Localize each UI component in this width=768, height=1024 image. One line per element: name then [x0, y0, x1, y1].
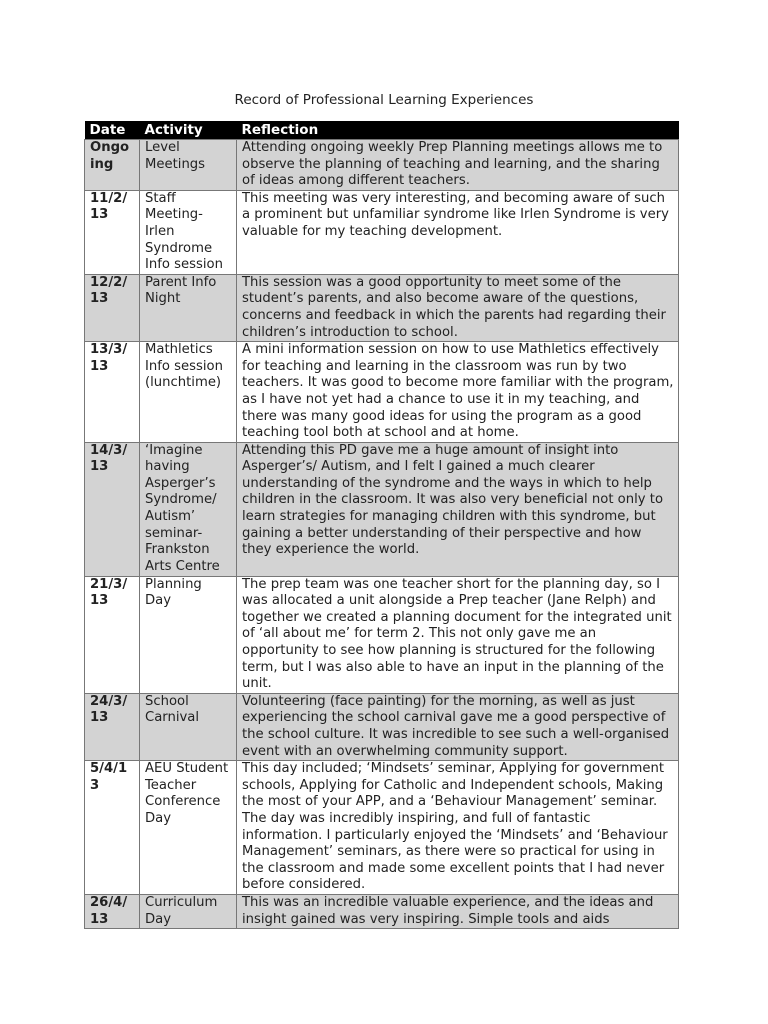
- row-date: 13/3/ 13: [85, 342, 140, 443]
- row-date: 5/4/1 3: [85, 761, 140, 895]
- row-reflection: A mini information session on how to use Mathletics effectively for teaching and learning in the classroom was run by two teachers. It was good to become more familiar with the program, as I have not yet had a chance to use it in my teaching, and there was many good ideas for using the program as a good teaching tool both at school and at home.: [237, 342, 679, 443]
- row-reflection: This day included; ‘Mindsets’ seminar, Applying for government schools, Applying for Catholic and Independent schools, Making the most of your APP, and a ‘Behaviour Management’ seminar. The day was incredibly inspiring, and full of fantastic information. I particularly enjoyed the ‘Mindsets’ and ‘Behaviour Management’ seminars, as there were so practical for using in the classroom and made some excellent points that I had never before considered.: [237, 761, 679, 895]
- row-reflection: This session was a good opportunity to meet some of the student’s parents, and also become aware of the questions, concerns and feedback in which the parents had regarding their children’s introduction to school.: [237, 274, 679, 341]
- row-reflection: Attending ongoing weekly Prep Planning meetings allows me to observe the planning of teaching and learning, and the sharing of ideas among different teachers.: [237, 140, 679, 191]
- row-reflection: Attending this PD gave me a huge amount of insight into Asperger’s/ Autism, and I felt I gained a much clearer understanding of the syndrome and the ways in which to help children in the classroom. It was also very beneficial not only to learn strategies for managing children with this syndrome, but gaining a better understanding of their perspective and how they experience the world.: [237, 442, 679, 576]
- row-date: 26/4/ 13: [85, 894, 140, 928]
- table-header-row: [85, 121, 679, 140]
- table-row: [85, 140, 679, 191]
- table-row: [85, 190, 679, 274]
- row-date: 24/3/ 13: [85, 693, 140, 760]
- row-date: 21/3/ 13: [85, 576, 140, 693]
- row-date: 11/2/ 13: [85, 190, 140, 274]
- row-activity: AEU Student Teacher Conference Day: [140, 761, 237, 895]
- row-reflection: The prep team was one teacher short for the planning day, so I was allocated a unit alongside a Prep teacher (Jane Relph) and together we created a planning document for the integrated unit of ‘all about me’ for term 2. This not only gave me an opportunity to see how planning is structured for the following term, but I was also able to have an input in the planning of the unit.: [237, 576, 679, 693]
- header-activity: Activity: [140, 121, 237, 140]
- table-row: [85, 274, 679, 341]
- page-title: Record of Professional Learning Experiences: [234, 92, 534, 108]
- table-row: [85, 761, 679, 895]
- row-reflection: This was an incredible valuable experience, and the ideas and insight gained was very inspiring. Simple tools and aids: [237, 894, 679, 928]
- table-row: [85, 342, 679, 443]
- row-date: Ongo ing: [85, 140, 140, 191]
- row-reflection: Volunteering (face painting) for the morning, as well as just experiencing the school carnival gave me a good perspective of the school culture. It was incredible to see such a well-organised event with an overwhelming community support.: [237, 693, 679, 760]
- header-date: Date: [85, 121, 140, 140]
- row-activity: Planning Day: [140, 576, 237, 693]
- row-date: 14/3/ 13: [85, 442, 140, 576]
- row-activity: Mathletics Info session (lunchtime): [140, 342, 237, 443]
- table-row: [85, 894, 679, 928]
- learning-experiences-table: [84, 121, 679, 929]
- row-activity: Curriculum Day: [140, 894, 237, 928]
- row-activity: Staff Meeting- Irlen Syndrome Info session: [140, 190, 237, 274]
- row-activity: Parent Info Night: [140, 274, 237, 341]
- row-activity: ‘Imagine having Asperger’s Syndrome/ Autism’ seminar- Frankston Arts Centre: [140, 442, 237, 576]
- table-row: [85, 576, 679, 693]
- header-reflection: Reflection: [237, 121, 679, 140]
- row-activity: School Carnival: [140, 693, 237, 760]
- table-row: [85, 442, 679, 576]
- row-date: 12/2/ 13: [85, 274, 140, 341]
- table-row: [85, 693, 679, 760]
- row-reflection: This meeting was very interesting, and becoming aware of such a prominent but unfamiliar syndrome like Irlen Syndrome is very valuable for my teaching development.: [237, 190, 679, 274]
- row-activity: Level Meetings: [140, 140, 237, 191]
